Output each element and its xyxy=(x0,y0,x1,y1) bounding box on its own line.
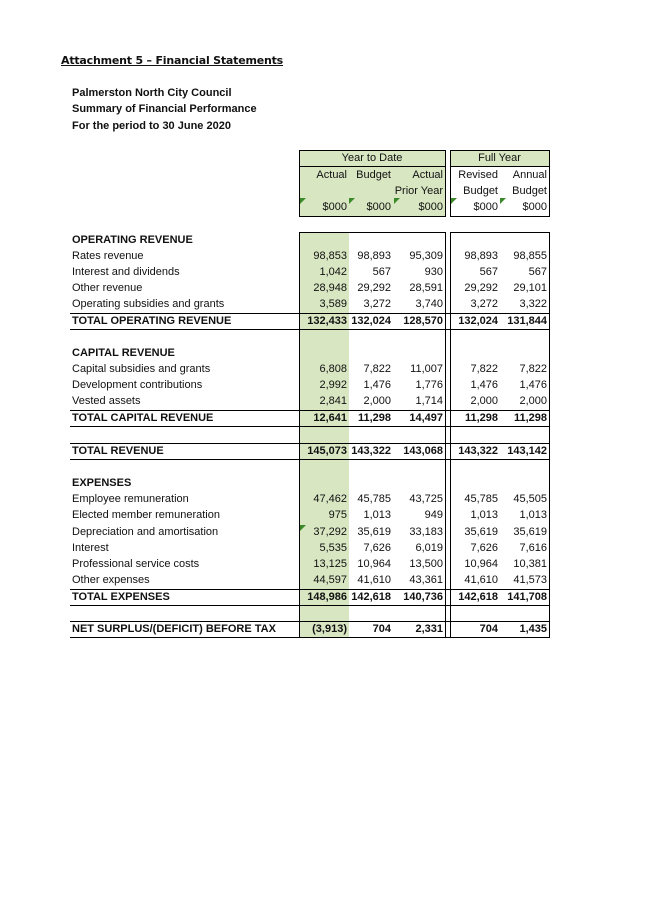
organisation-name: Palmerston North City Council xyxy=(72,87,232,99)
total-row-label: TOTAL CAPITAL REVENUE xyxy=(72,412,214,424)
cell-annual-budget: 10,381 xyxy=(513,558,547,570)
rule xyxy=(70,426,550,427)
rule xyxy=(445,232,446,638)
cell-indicator-icon xyxy=(500,198,506,204)
group-full-year: Full Year xyxy=(478,152,521,164)
total-prior-year: 128,570 xyxy=(403,315,443,327)
rule xyxy=(299,216,446,217)
row-label: Development contributions xyxy=(72,379,203,391)
rule xyxy=(70,410,550,411)
row-label: Other revenue xyxy=(72,282,143,294)
total-actual: (3,913) xyxy=(312,623,347,635)
cell-revised-budget: 98,893 xyxy=(464,250,498,262)
cell-prior-year: 95,309 xyxy=(409,250,443,262)
cell-indicator-icon xyxy=(451,198,457,204)
rule xyxy=(445,150,446,217)
cell-prior-year: 13,500 xyxy=(409,558,443,570)
cell-revised-budget: 1,013 xyxy=(470,509,498,521)
rule xyxy=(70,443,550,444)
row-label: Employee remuneration xyxy=(72,493,189,505)
cell-annual-budget: 35,619 xyxy=(513,526,547,538)
cell-prior-year: 930 xyxy=(424,266,443,278)
cell-actual: 13,125 xyxy=(313,558,347,570)
total-actual: 132,433 xyxy=(307,315,347,327)
cell-annual-budget: 2,000 xyxy=(519,395,547,407)
cell-indicator-icon xyxy=(394,198,400,204)
row-label: Elected member remuneration xyxy=(72,509,220,521)
cell-prior-year: 1,714 xyxy=(415,395,443,407)
cell-budget: 98,893 xyxy=(357,250,391,262)
cell-actual: 37,292 xyxy=(313,526,347,538)
section-heading: CAPITAL REVENUE xyxy=(72,347,175,359)
rule xyxy=(450,232,550,233)
cell-annual-budget: 1,476 xyxy=(519,379,547,391)
cell-prior-year: 28,591 xyxy=(409,282,443,294)
report-title: Summary of Financial Performance xyxy=(72,103,257,115)
cell-revised-budget: 41,610 xyxy=(464,574,498,586)
cell-annual-budget: 7,822 xyxy=(519,363,547,375)
cell-revised-budget: 2,000 xyxy=(470,395,498,407)
total-row-label: TOTAL EXPENSES xyxy=(72,591,170,603)
cell-annual-budget: 29,101 xyxy=(513,282,547,294)
cell-indicator-icon xyxy=(300,198,306,204)
cell-actual: 47,462 xyxy=(313,493,347,505)
cell-actual: 98,853 xyxy=(313,250,347,262)
row-label: Other expenses xyxy=(72,574,150,586)
rule xyxy=(299,150,446,151)
col-actual-h1: Actual xyxy=(316,169,347,181)
rule xyxy=(450,150,550,151)
col-budget-h1: Budget xyxy=(356,169,391,181)
rule xyxy=(549,232,550,638)
cell-prior-year: 949 xyxy=(424,509,443,521)
cell-prior-year: 11,007 xyxy=(410,363,443,375)
cell-annual-budget: 567 xyxy=(528,266,547,278)
rule xyxy=(450,150,451,217)
total-actual: 148,986 xyxy=(307,591,347,603)
col-annual-unit: $000 xyxy=(522,201,547,213)
cell-budget: 29,292 xyxy=(357,282,391,294)
cell-budget: 3,272 xyxy=(363,298,391,310)
cell-revised-budget: 10,964 xyxy=(464,558,498,570)
row-label: Professional service costs xyxy=(72,558,200,570)
rule xyxy=(450,216,550,217)
col-annual-h2: Budget xyxy=(512,185,547,197)
total-budget: 143,322 xyxy=(351,445,391,457)
cell-budget: 567 xyxy=(372,266,391,278)
cell-actual: 6,808 xyxy=(319,363,347,375)
rule xyxy=(450,166,550,167)
cell-indicator-icon xyxy=(349,198,355,204)
cell-prior-year: 43,725 xyxy=(409,493,443,505)
col-prior-h2: Prior Year xyxy=(394,185,443,197)
cell-prior-year: 1,776 xyxy=(415,379,443,391)
rule xyxy=(70,605,550,606)
total-row-label: TOTAL REVENUE xyxy=(72,445,164,457)
cell-prior-year: 43,361 xyxy=(409,574,443,586)
cell-annual-budget: 41,573 xyxy=(513,574,547,586)
cell-revised-budget: 567 xyxy=(479,266,498,278)
total-prior-year: 14,497 xyxy=(409,412,443,424)
rule xyxy=(549,150,550,217)
row-label: Rates revenue xyxy=(72,250,144,262)
rule xyxy=(70,637,550,638)
cell-prior-year: 3,740 xyxy=(415,298,443,310)
total-budget: 704 xyxy=(372,623,391,635)
rule xyxy=(299,166,446,167)
cell-prior-year: 6,019 xyxy=(415,542,443,554)
total-budget: 142,618 xyxy=(351,591,391,603)
rule xyxy=(450,232,451,638)
cell-budget: 35,619 xyxy=(357,526,391,538)
row-label: Interest and dividends xyxy=(72,266,180,278)
total-prior-year: 2,331 xyxy=(415,623,443,635)
cell-budget: 7,626 xyxy=(363,542,391,554)
total-revised-budget: 142,618 xyxy=(458,591,498,603)
cell-prior-year: 33,183 xyxy=(409,526,443,538)
cell-annual-budget: 7,616 xyxy=(519,542,547,554)
cell-revised-budget: 29,292 xyxy=(464,282,498,294)
col-prior-unit: $000 xyxy=(418,201,443,213)
cell-budget: 10,964 xyxy=(357,558,391,570)
net-surplus-label: NET SURPLUS/(DEFICIT) BEFORE TAX xyxy=(72,623,276,635)
attachment-title: Attachment 5 – Financial Statements xyxy=(61,54,284,67)
cell-actual: 1,042 xyxy=(319,266,347,278)
col-prior-h1: Actual xyxy=(412,169,443,181)
total-revised-budget: 704 xyxy=(479,623,498,635)
rule xyxy=(70,621,550,622)
cell-annual-budget: 98,855 xyxy=(513,250,547,262)
cell-revised-budget: 7,822 xyxy=(470,363,498,375)
row-label: Depreciation and amortisation xyxy=(72,526,219,538)
total-annual-budget: 11,298 xyxy=(513,412,547,424)
cell-annual-budget: 3,322 xyxy=(519,298,547,310)
cell-actual: 975 xyxy=(328,509,347,521)
report-period: For the period to 30 June 2020 xyxy=(72,120,231,132)
total-revised-budget: 11,298 xyxy=(464,412,498,424)
cell-actual: 2,841 xyxy=(319,395,347,407)
cell-actual: 28,948 xyxy=(313,282,347,294)
total-prior-year: 140,736 xyxy=(403,591,443,603)
rule xyxy=(70,313,550,314)
cell-revised-budget: 1,476 xyxy=(470,379,498,391)
col-revised-h2: Budget xyxy=(463,185,498,197)
total-revised-budget: 143,322 xyxy=(458,445,498,457)
col-actual-unit: $000 xyxy=(322,201,347,213)
cell-budget: 7,822 xyxy=(363,363,391,375)
total-annual-budget: 1,435 xyxy=(519,623,547,635)
cell-budget: 41,610 xyxy=(357,574,391,586)
group-year-to-date: Year to Date xyxy=(341,152,403,164)
total-annual-budget: 143,142 xyxy=(507,445,547,457)
total-budget: 132,024 xyxy=(351,315,391,327)
col-revised-unit: $000 xyxy=(473,201,498,213)
cell-revised-budget: 3,272 xyxy=(470,298,498,310)
total-prior-year: 143,068 xyxy=(403,445,443,457)
cell-revised-budget: 7,626 xyxy=(470,542,498,554)
row-label: Operating subsidies and grants xyxy=(72,298,225,310)
row-label: Interest xyxy=(72,542,109,554)
cell-budget: 2,000 xyxy=(363,395,391,407)
section-heading: OPERATING REVENUE xyxy=(72,234,193,246)
total-actual: 12,641 xyxy=(313,412,347,424)
cell-annual-budget: 45,505 xyxy=(513,493,547,505)
rule xyxy=(70,459,550,460)
total-annual-budget: 131,844 xyxy=(507,315,547,327)
total-row-label: TOTAL OPERATING REVENUE xyxy=(72,315,232,327)
total-budget: 11,298 xyxy=(357,412,391,424)
cell-actual: 44,597 xyxy=(313,574,347,586)
total-actual: 145,073 xyxy=(307,445,347,457)
rule xyxy=(299,232,446,233)
cell-budget: 45,785 xyxy=(357,493,391,505)
cell-budget: 1,013 xyxy=(363,509,391,521)
cell-actual: 2,992 xyxy=(319,379,347,391)
total-revised-budget: 132,024 xyxy=(458,315,498,327)
cell-annual-budget: 1,013 xyxy=(519,509,547,521)
row-label: Capital subsidies and grants xyxy=(72,363,211,375)
col-annual-h1: Annual xyxy=(512,169,547,181)
cell-actual: 5,535 xyxy=(319,542,347,554)
row-label: Vested assets xyxy=(72,395,141,407)
rule xyxy=(70,329,550,330)
col-budget-unit: $000 xyxy=(366,201,391,213)
rule xyxy=(299,150,300,217)
section-heading: EXPENSES xyxy=(72,477,132,489)
cell-revised-budget: 35,619 xyxy=(464,526,498,538)
col-revised-h1: Revised xyxy=(458,169,498,181)
cell-actual: 3,589 xyxy=(319,298,347,310)
cell-budget: 1,476 xyxy=(363,379,391,391)
total-annual-budget: 141,708 xyxy=(507,591,547,603)
rule xyxy=(70,589,550,590)
cell-revised-budget: 45,785 xyxy=(464,493,498,505)
